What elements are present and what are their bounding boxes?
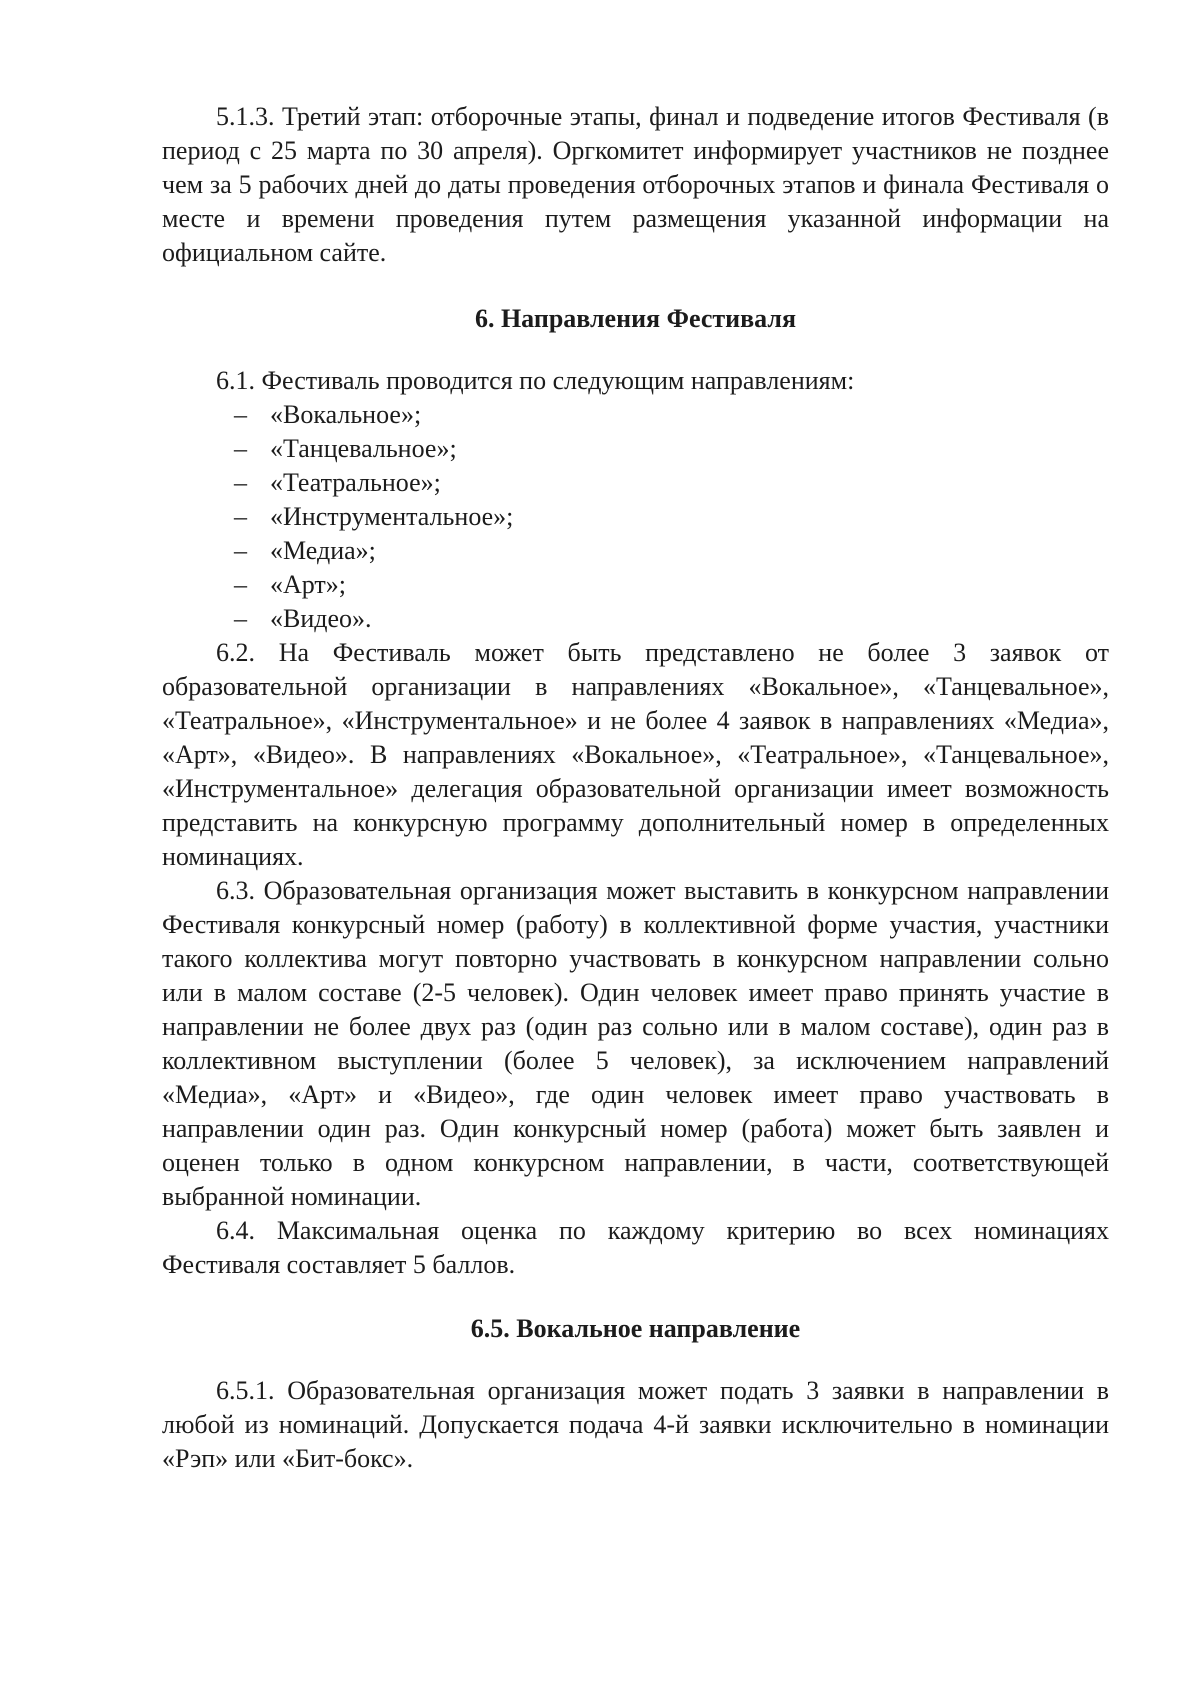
list-item (162, 398, 1109, 432)
list-item-text: «Инструментальное»; (270, 502, 514, 531)
spacer (162, 336, 1109, 364)
document-page (162, 100, 1109, 1476)
paragraph-6-2: 6.2. На Фестиваль может быть представлено не более 3 заявок от образовательной организации в направлениях «Вокальное», «Танцевальное», «Театральное», «Инструментальное» и не более 4 заявок в направлениях «Медиа», «Арт», «Видео». В направлениях «Вокальное», «Театральное», «Танцевальное», «Инструментальное» делегация образовательной организации имеет возможность представить на конкурсную программу дополнительный номер в определенных номинациях. (162, 638, 1109, 871)
paragraph-5-1-3: 5.1.3. Третий этап: отборочные этапы, финал и подведение итогов Фестиваля (в период с 25 марта по 30 апреля). Оргкомитет информирует участников не позднее чем за 5 рабочих дней до даты проведения отборочных этапов и финала Фестиваля о месте и времени проведения путем размещения указанной информации на официальном сайте. (162, 102, 1109, 267)
dash-bullet: – (234, 536, 247, 565)
section-heading-6: 6. Направления Фестиваля (474, 304, 797, 333)
list-item-text: «Арт»; (270, 570, 347, 599)
spacer (162, 1282, 1109, 1312)
dash-bullet: – (234, 434, 247, 463)
list-item-text: «Видео». (270, 604, 372, 633)
list-item (162, 500, 1109, 534)
directions-list (162, 398, 1109, 636)
dash-bullet: – (234, 400, 247, 429)
dash-bullet: – (234, 502, 247, 531)
spacer (162, 270, 1109, 302)
spacer (162, 1346, 1109, 1374)
list-item-text: «Танцевальное»; (270, 434, 457, 463)
paragraph-6-3: 6.3. Образовательная организация может выставить в конкурсном направлении Фестиваля конкурсный номер (работу) в коллективной форме участия, участники такого коллектива могут повторно участвовать в конкурсном направлении сольно или в малом составе (2-5 человек). Один человек имеет право принять участие в направлении не более двух раз (один раз сольно или в малом составе), один раз в коллективном выступлении (более 5 человек), за исключением направлений «Медиа», «Арт» и «Видео», где один человек имеет право участвовать в направлении один раз. Один конкурсный номер (работа) может быть заявлен и оценен только в одном конкурсном направлении, в части, соответствующей выбранной номинации. (162, 876, 1109, 1211)
list-item (162, 534, 1109, 568)
list-item (162, 568, 1109, 602)
paragraph-6-1: 6.1. Фестиваль проводится по следующим направлениям: (216, 366, 855, 395)
list-item-text: «Вокальное»; (270, 400, 422, 429)
section-heading-6-5: 6.5. Вокальное направление (470, 1314, 801, 1343)
list-item-text: «Медиа»; (270, 536, 376, 565)
dash-bullet: – (234, 468, 247, 497)
paragraph-6-4: 6.4. Максимальная оценка по каждому критерию во всех номинациях Фестиваля составляет 5 баллов. (162, 1216, 1109, 1279)
dash-bullet: – (234, 604, 247, 633)
paragraph-6-5-1: 6.5.1. Образовательная организация может подать 3 заявки в направлении в любой из номинаций. Допускается подача 4-й заявки исключительно в номинации «Рэп» или «Бит-бокс». (162, 1376, 1109, 1473)
list-item-text: «Театральное»; (270, 468, 441, 497)
list-item (162, 432, 1109, 466)
list-item (162, 602, 1109, 636)
list-item (162, 466, 1109, 500)
dash-bullet: – (234, 570, 247, 599)
